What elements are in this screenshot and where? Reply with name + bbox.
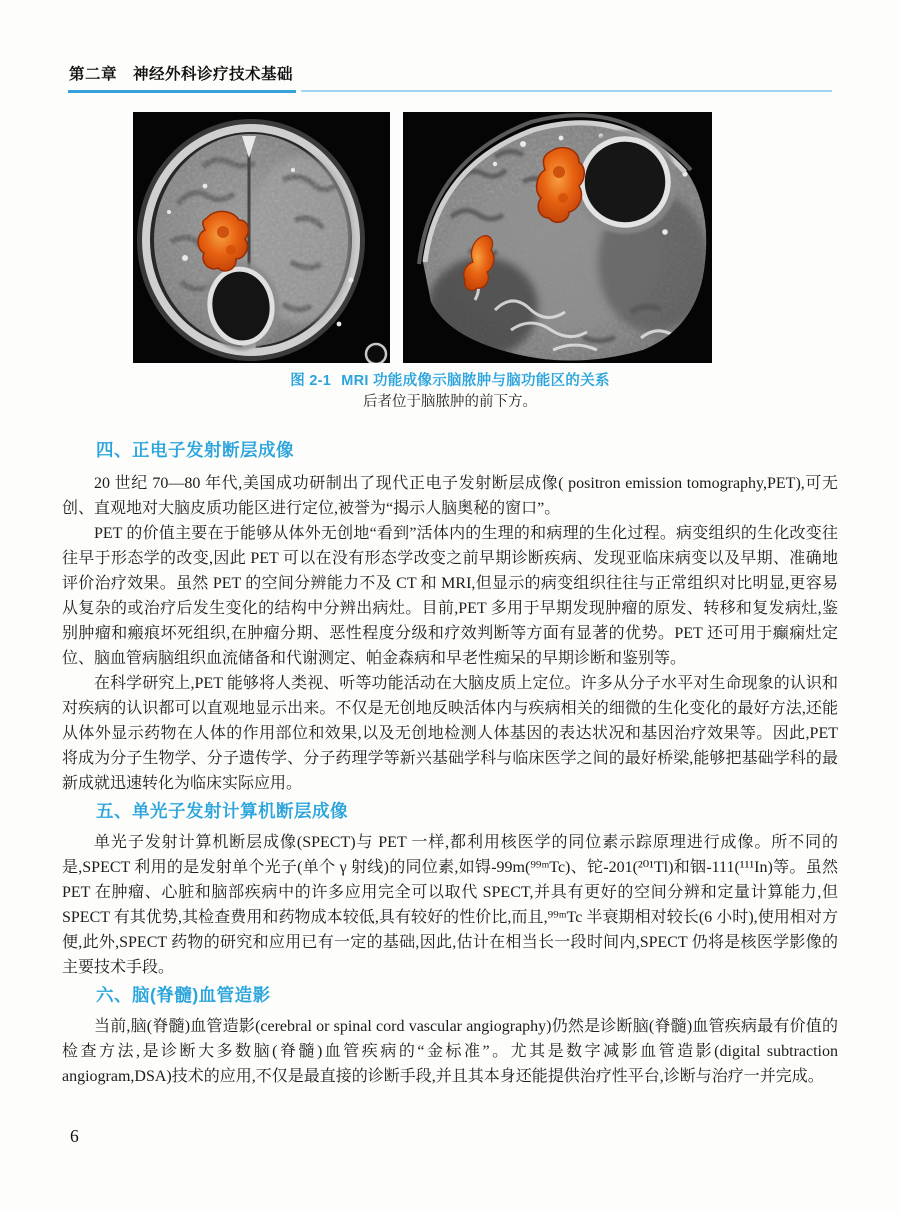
figure-caption — [0, 369, 900, 390]
mri-sagittal-image — [403, 112, 712, 363]
section-heading-5: 五、单光子发射计算机断层成像 — [96, 801, 348, 821]
paragraph: 当前,脑(脊髓)血管造影(cerebral or spinal cord vascular angiography)仍然是诊断脑(脊髓)血管疾病最有价值的检查方法,是诊断大多数脑(脊髓)血管疾病的“金标准”。尤其是数字减影血管造影(digital subtraction angiogram,DSA)技术的应用,不仅是最直接的诊断手段,并且其本身还能提供治疗性平台,诊断与治疗一并完成。 — [62, 1018, 838, 1085]
header-rule-light — [301, 90, 832, 92]
chapter-title: 神经外科诊疗技术基础 — [133, 66, 294, 83]
page-number: 6 — [70, 1126, 79, 1146]
figure-caption-label: 图 2-1 — [290, 373, 332, 389]
header-rule-dark — [68, 90, 296, 93]
figure-2-1 — [133, 112, 712, 363]
figure-caption-note: 后者位于脑脓肿的前下方。 — [363, 394, 537, 410]
section-heading-4: 四、正电子发射断层成像 — [96, 440, 294, 460]
body-content — [62, 438, 838, 1089]
running-head — [69, 62, 293, 84]
mri-axial-image — [133, 112, 390, 363]
figure-caption-title: MRI 功能成像示脑脓肿与脑功能区的关系 — [341, 373, 610, 389]
paragraph: 20 世纪 70—80 年代,美国成功研制出了现代正电子发射断层成像( positron emission tomography,PET),可无创、直观地对大脑皮质功能区进行定位,被誉为“揭示人脑奥秘的窗口”。 — [62, 475, 838, 517]
chapter-number: 第二章 — [69, 66, 118, 83]
paragraph: PET 的价值主要在于能够从体外无创地“看到”活体内的生理的和病理的生化过程。病变组织的生化改变往往早于形态学的改变,因此 PET 可以在没有形态学改变之前早期诊断疾病、发现亚临床病变以及早期、准确地评价治疗效果。虽然 PET 的空间分辨能力不及 CT 和 MRI,但显示的病变组织往往与正常组织对比明显,更容易从复杂的或治疗后发生变化的结构中分辨出病灶。目前,PET 多用于早期发现肿瘤的原发、转移和复发病灶,鉴别肿瘤和瘢痕坏死组织,在肿瘤分期、恶性程度分级和疗效判断等方面有显著的优势。PET 还可用于癫痫灶定位、脑血管病脑组织血流储备和代谢测定、帕金森病和早老性痴呆的早期诊断和鉴别等。 — [62, 525, 838, 667]
circle-watermark-icon — [366, 344, 386, 363]
abscess-lesion — [582, 139, 668, 225]
paragraph: 单光子发射计算机断层成像(SPECT)与 PET 一样,都利用核医学的同位素示踪原理进行成像。所不同的是,SPECT 利用的是发射单个光子(单个 γ 射线)的同位素,如锝-99m(⁹⁹ᵐTc)、铊-201(²⁰¹Tl)和铟-111(¹¹¹In)等。虽然 PET 在肿瘤、心脏和脑部疾病中的许多应用完全可以取代 SPECT,并具有更好的空间分辨和定量计算能力,但 SPECT 有其优势,其检查费用和药物成本较低,具有较好的性价比,而且,⁹⁹ᵐTc 半衰期相对较长(6 小时),使用相对方便,此外,SPECT 药物的研究和应用已有一定的基础,因此,估计在相当长一段时间内,SPECT 仍将是核医学影像的主要技术手段。 — [62, 834, 838, 976]
section-heading-6: 六、脑(脊髓)血管造影 — [96, 985, 271, 1005]
paragraph: 在科学研究上,PET 能够将人类视、听等功能活动在大脑皮质上定位。许多从分子水平对生命现象的认识和对疾病的认识都可以直观地显示出来。不仅是无创地反映活体内与疾病相关的细微的生化变化的最好方法,还能从体外显示药物在人体的作用部位和效果,以及无创地检测人体基因的表达状况和基因治疗效果等。因此,PET 将成为分子生物学、分子遗传学、分子药理学等新兴基础学科与临床医学之间的最好桥梁,能够把基础学科的最新成就迅速转化为临床实际应用。 — [62, 675, 838, 792]
